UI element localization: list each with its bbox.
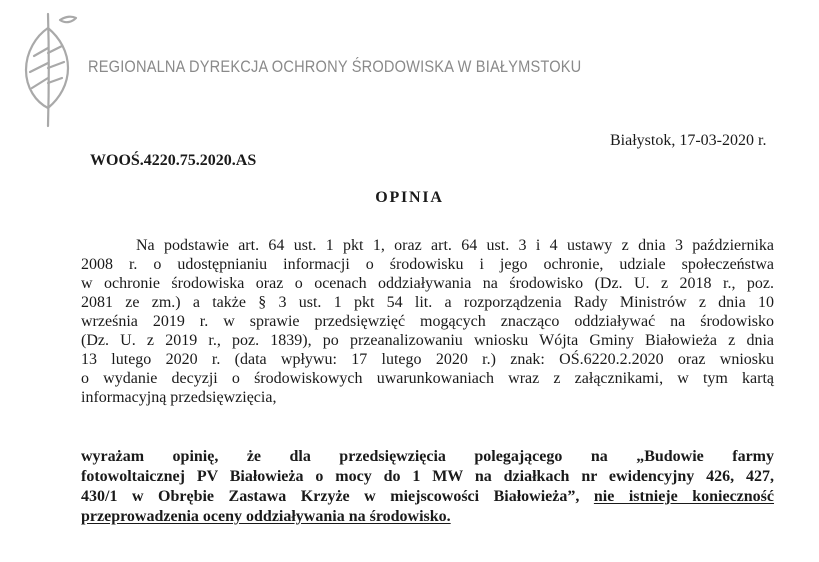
decision-text: 430/1 w Obrębie Zastawa Krzyże w miejscowości Białowieża”,: [81, 488, 594, 505]
paragraph-line: w ochronie środowiska oraz o ocenach oddziaływania na środowisko (Dz. U. z 2018 r., poz.: [81, 275, 774, 292]
decision-line: fotowoltaicznej PV Białowieża o mocy do 1 MW na działkach nr ewidencyjny 426, 427,: [81, 468, 774, 485]
decision-conclusion: przeprowadzenia oceny oddziaływania na środowisko.: [81, 508, 451, 525]
document-heading: OPINIA: [375, 189, 444, 206]
decision-line: wyrażam opinię, że dla przedsięwzięcia polegającego na „Budowie farmy: [81, 448, 774, 465]
legal-basis-paragraph: [81, 236, 774, 407]
decision-paragraph: [81, 447, 774, 527]
organization-name: REGIONALNA DYREKCJA OCHRONY ŚRODOWISKA W BIAŁYMSTOKU: [88, 57, 582, 76]
paragraph-line: 2081 ze zm.) a także § 3 ust. 1 pkt 54 lit. a rozporządzenia Rady Ministrów z dnia 10: [81, 294, 774, 311]
paragraph-line: o wydanie decyzji o środowiskowych uwarunkowaniach wraz z załącznikami, w tym kartą: [81, 370, 774, 387]
paragraph-line: 2008 r. o udostępnianiu informacji o środowisku i jego ochronie, udziale społeczeństwa: [81, 256, 774, 273]
paragraph-line: informacyjną przedsięwzięcia,: [81, 389, 277, 406]
leaf-logo-icon: [18, 8, 80, 130]
case-reference: WOOŚ.4220.75.2020.AS: [90, 152, 257, 169]
place-and-date: Białystok, 17-03-2020 r.: [610, 132, 767, 149]
decision-line: [81, 507, 774, 527]
paragraph-line: Na podstawie art. 64 ust. 1 pkt 1, oraz art. 64 ust. 3 i 4 ustawy z dnia 3 października: [136, 237, 774, 254]
decision-line: [81, 487, 774, 507]
paragraph-line: (Dz. U. z 2019 r., poz. 1839), po przeanalizowaniu wniosku Wójta Gminy Białowieża z dnia: [81, 332, 774, 349]
decision-conclusion: nie istnieje konieczność: [593, 488, 775, 505]
paragraph-line: 13 lutego 2020 r. (data wpływu: 17 lutego 2020 r.) znak: OŚ.6220.2.2020 oraz wniosku: [81, 351, 774, 368]
paragraph-line: września 2019 r. w sprawie przedsięwzięć mogących znacząco oddziaływać na środowisko: [81, 313, 774, 330]
